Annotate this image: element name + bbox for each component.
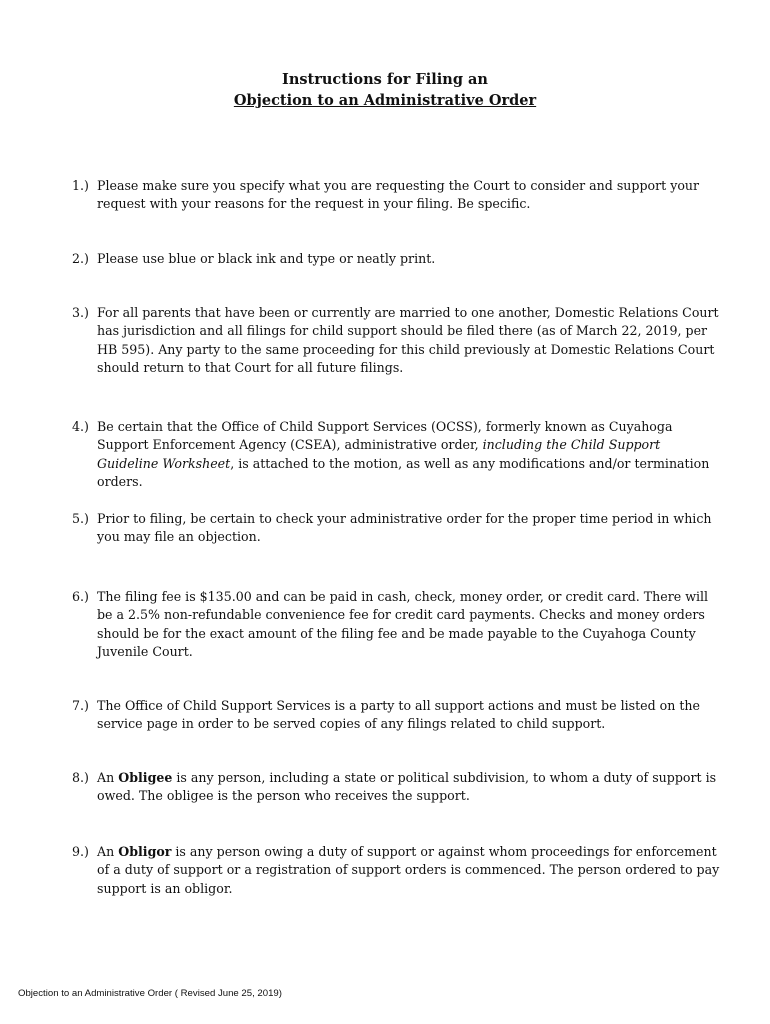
instruction-item-6 [72, 588, 722, 662]
item-text: Prior to filing, be certain to check your administrative order for the proper time period in which you may file an objection. [97, 511, 712, 545]
item-number: 5.) [72, 511, 89, 526]
item-text: The Office of Child Support Services is a party to all support actions and must be listed on the service page in order to be served copies of any filings related to child support. [97, 698, 700, 732]
item-number: 1.) [72, 178, 89, 193]
item-text-part-a: An [97, 844, 119, 859]
item-number: 8.) [72, 770, 89, 785]
instruction-item-7 [72, 697, 722, 734]
item-text: The filing fee is $135.00 and can be paid in cash, check, money order, or credit card. There will be a 2.5% non-refundable convenience fee for credit card payments. Checks and money orders should be for the exact amount of the filing fee and be made payable to the Cuyahoga County Juvenile Court. [97, 589, 709, 660]
item-number: 7.) [72, 698, 89, 713]
instruction-item-5 [72, 510, 722, 547]
item-text [97, 843, 722, 898]
item-text-italic: including the Child Support Guideline Worksheet [97, 437, 661, 471]
page-footer: Objection to an Administrative Order ( Revised June 25, 2019) [18, 988, 282, 999]
item-text [97, 769, 722, 806]
item-text: Please use blue or black ink and type or neatly print. [97, 251, 436, 266]
item-term-bold: Obligor [118, 844, 172, 859]
instruction-item-4 [72, 418, 722, 492]
title-line-2: Objection to an Administrative Order [233, 92, 537, 109]
instruction-item-8 [72, 769, 722, 806]
item-text-part-b: , is attached to the motion, as well as any modifications and/or termination orders. [97, 455, 710, 490]
item-number: 9.) [72, 844, 89, 859]
instruction-item-3 [72, 304, 722, 378]
item-number: 3.) [72, 305, 89, 320]
item-number: 2.) [72, 251, 89, 266]
instruction-item-2 [72, 250, 722, 268]
item-text [97, 418, 722, 492]
instruction-item-9 [72, 843, 722, 898]
document-title [0, 69, 770, 111]
item-number: 6.) [72, 589, 89, 604]
item-text-part-b: is any person, including a state or political subdivision, to whom a duty of support is owed. The obligee is the person who receives the support. [97, 770, 717, 804]
item-text-part-a: Be certain that the Office of Child Support Services (OCSS), formerly known as Cuyahoga Support Enforcement Agency (CSEA), administrative order, [97, 419, 673, 453]
instruction-item-1 [72, 177, 722, 214]
title-line-1: Instructions for Filing an [282, 71, 488, 88]
item-text-part-a: An [97, 770, 119, 785]
item-term-bold: Obligee [118, 770, 173, 785]
item-number: 4.) [72, 419, 89, 434]
item-text: For all parents that have been or currently are married to one another, Domestic Relations Court has jurisdiction and all filings for child support should be filed there (as of March 22, 2019, per HB 595). Any party to the same proceeding for this child previously at Domestic Relations Court should return to that Court for all future filings. [97, 305, 719, 376]
item-text: Please make sure you specify what you are requesting the Court to consider and support your request with your reasons for the request in your filing. Be specific. [97, 178, 700, 212]
item-text-part-b: is any person owing a duty of support or against whom proceedings for enforcement of a duty of support or a registration of support orders is commenced. The person ordered to pay support is an obligor. [97, 844, 720, 896]
